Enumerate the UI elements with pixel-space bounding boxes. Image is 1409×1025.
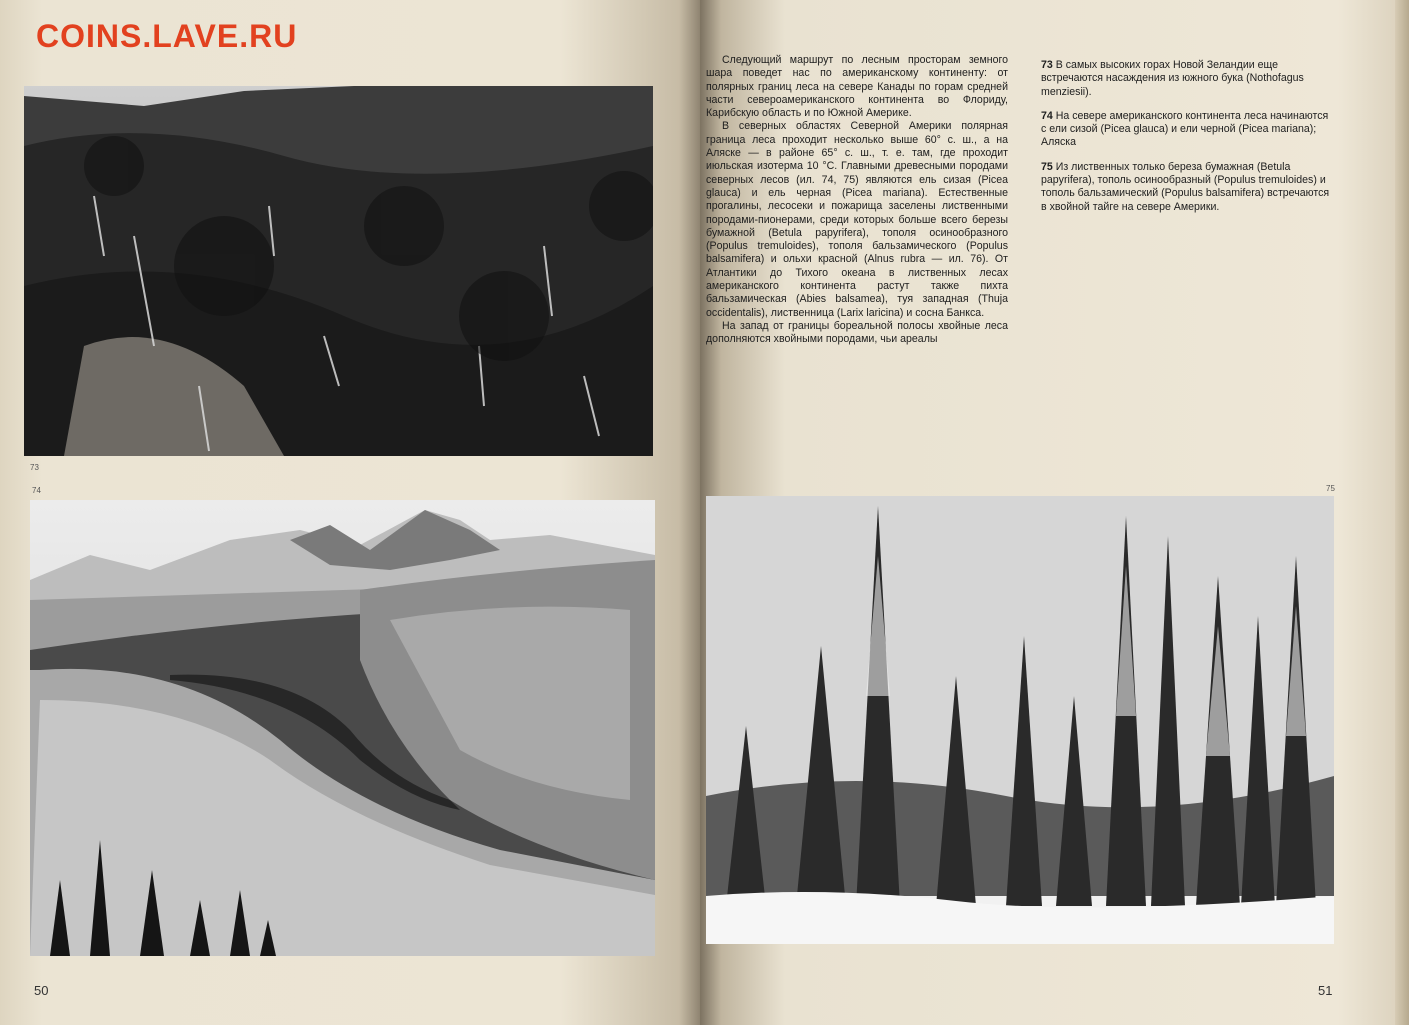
caption-text: На севере американского континента леса начинаются с ели сизой (Picea glauca) и ели черной (Picea mariana); Аляска: [1041, 109, 1329, 149]
body-text: [706, 54, 1008, 347]
caption-75: [1041, 161, 1331, 214]
figure-number-75: 75: [1326, 484, 1335, 493]
paragraph: В северных областях Северной Америки полярная граница леса проходит несколько выше 60° с. ш., а на Аляске — в районе 65° с. ш., т. е. там, где проходит июльская изотерма 10 °С. Главными древесными породами северных лесов (ил. 74, 75) являются ель сизая (Picea glauca) и ель черная (Picea mariana). Естественные прогалины, лесосеки и пожарища заселены лиственными породами-пионерами, среди которых больше всего березы бумажной (Betula papyrifera), тополя осинообразного (Populus tremuloides), тополя бальзамического (Populus balsamifera) и ольхи красной (Alnus rubra — ил. 76). От Атлантики до Тихого океана в лиственных лесах американского континента растут также пихта бальзамическая (Abies balsamea), туя западная (Thuja occidentalis), лиственница (Larix laricina) и сосна Банкса.: [706, 120, 1008, 319]
watermark: COINS.LAVE.RU: [36, 18, 298, 54]
paragraph: На запад от границы бореальной полосы хвойные леса дополняются хвойными породами, чьи ареалы: [706, 319, 1008, 346]
paragraph: Следующий маршрут по лесным просторам земного шара поведет нас по американскому континенту: от полярных границ леса на севере Канады по горам средней части североамериканского континента во Флориду, Карибскую область и по Южной Америке.: [706, 54, 1008, 120]
figure-captions: [1041, 59, 1331, 225]
photo-alaska-river: [30, 500, 655, 956]
caption-number: 73: [1041, 59, 1053, 71]
caption-number: 75: [1041, 160, 1053, 173]
caption-73: [1041, 59, 1331, 99]
figure-number-74: 74: [32, 486, 41, 495]
photo-snowy-spruce-forest: [706, 496, 1334, 944]
caption-number: 74: [1041, 109, 1053, 122]
caption-text: В самых высоких горах Новой Зеландии еще встречаются насаждения из южного бука (Nothofagus menziesii).: [1041, 59, 1304, 98]
figure-number-73: 73: [30, 463, 39, 472]
page-number-left: 50: [34, 983, 49, 998]
caption-74: [1041, 110, 1331, 150]
photo-beech-forest: [24, 86, 653, 456]
page-edge: [1395, 0, 1409, 1025]
page-number-right: 51: [1318, 983, 1333, 998]
caption-text: Из лиственных только береза бумажная (Betula papyrifera), тополь осинообразный (Populus tremuloides) и тополь бальзамический (Populus balsamifera) встречаются в хвойной тайге на севере Америки.: [1041, 160, 1330, 213]
